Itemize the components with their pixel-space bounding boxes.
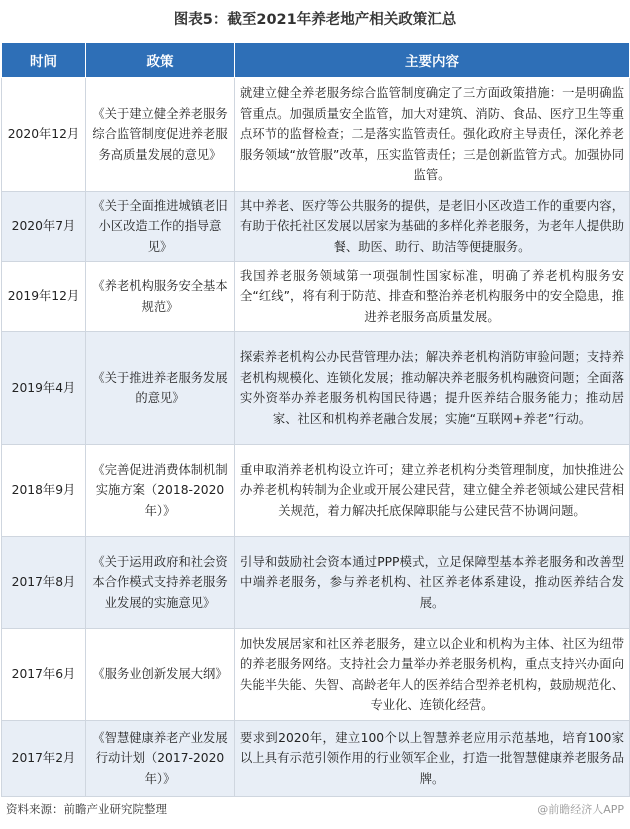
row-content: 我国养老服务领域第一项强制性国家标准，明确了养老机构服务安全“红线”，将有利于防范、排查和整治养老机构服务中的安全隐患，推进养老服务高质量发展。 [235,262,630,332]
row-content: 就建立健全养老服务综合监管制度确定了三方面政策措施：一是明确监管重点。加强质量安全监管，加大对建筑、消防、食品、医疗卫生等重点环节的监督检查；二是落实监管责任。强化政府主导责任，深化养老服务领域“放管服”改革，压实监管责任；三是创新监管方式。加强协同监管。 [235,78,630,192]
row-policy: 《关于推进养老服务发展的意见》 [86,332,235,445]
row-time: 2019年12月 [2,262,86,332]
row-time: 2017年8月 [2,537,86,629]
table-row [2,721,630,797]
table-row [2,445,630,537]
table-row [2,262,630,332]
row-content: 加快发展居家和社区养老服务，建立以企业和机构为主体、社区为纽带的养老服务网络。支持社会力量举办养老服务机构，重点支持兴办面向失能半失能、失智、高龄老年人的医养结合型养老机构，鼓励规范化、专业化、连锁化经营。 [235,629,630,721]
row-policy: 《养老机构服务安全基本规范》 [86,262,235,332]
row-time: 2020年7月 [2,192,86,262]
row-policy: 《关于运用政府和社会资本合作模式支持养老服务业发展的实施意见》 [86,537,235,629]
row-time: 2019年4月 [2,332,86,445]
row-time: 2017年6月 [2,629,86,721]
row-policy: 《智慧健康养老产业发展行动计划（2017-2020年）》 [86,721,235,797]
table-row [2,537,630,629]
row-policy: 《完善促进消费体制机制实施方案（2018-2020年）》 [86,445,235,537]
row-content: 要求到2020年，建立100个以上智慧养老应用示范基地，培育100家以上具有示范引领作用的行业领军企业，打造一批智慧健康养老服务品牌。 [235,721,630,797]
page-title: 图表5：截至2021年养老地产相关政策汇总 [173,12,457,28]
row-content: 重申取消养老机构设立许可；建立养老机构分类管理制度，加快推进公办养老机构转制为企业或开展公建民营，建立健全养老领域公建民营相关规范，着力解决托底保障职能与公建民营不协调问题。 [235,445,630,537]
source-note: 资料来源：前瞻产业研究院整理 [6,802,167,816]
column-header-content: 主要内容 [235,43,630,78]
row-policy: 《服务业创新发展大纲》 [86,629,235,721]
policy-table [1,42,630,797]
row-policy: 《关于全面推进城镇老旧小区改造工作的指导意见》 [86,192,235,262]
row-content: 其中养老、医疗等公共服务的提供，是老旧小区改造工作的重要内容，有助于依托社区发展以居家为基础的多样化养老服务，为老年人提供助餐、助医、助行、助洁等便捷服务。 [235,192,630,262]
row-content: 探索养老机构公办民营管理办法；解决养老机构消防审验问题；支持养老机构规模化、连锁化发展；推动解决养老服务机构融资问题；全面落实外资举办养老服务机构国民待遇；提升医养结合服务能力；推动居家、社区和机构养老融合发展；实施“互联网+养老”行动。 [235,332,630,445]
table-row [2,78,630,192]
table-row [2,192,630,262]
table-row [2,332,630,445]
column-header-time: 时间 [2,43,86,78]
watermark-logo: @前瞻经济人APP [537,803,624,816]
column-header-policy: 政策 [86,43,235,78]
table-header-row [2,43,630,78]
row-time: 2018年9月 [2,445,86,537]
row-policy: 《关于建立健全养老服务综合监管制度促进养老服务高质量发展的意见》 [86,78,235,192]
row-time: 2020年12月 [2,78,86,192]
table-row [2,629,630,721]
row-time: 2017年2月 [2,721,86,797]
row-content: 引导和鼓励社会资本通过PPP模式，立足保障型基本养老服务和改善型中端养老服务，参与养老机构、社区养老体系建设，推动医养结合发展。 [235,537,630,629]
